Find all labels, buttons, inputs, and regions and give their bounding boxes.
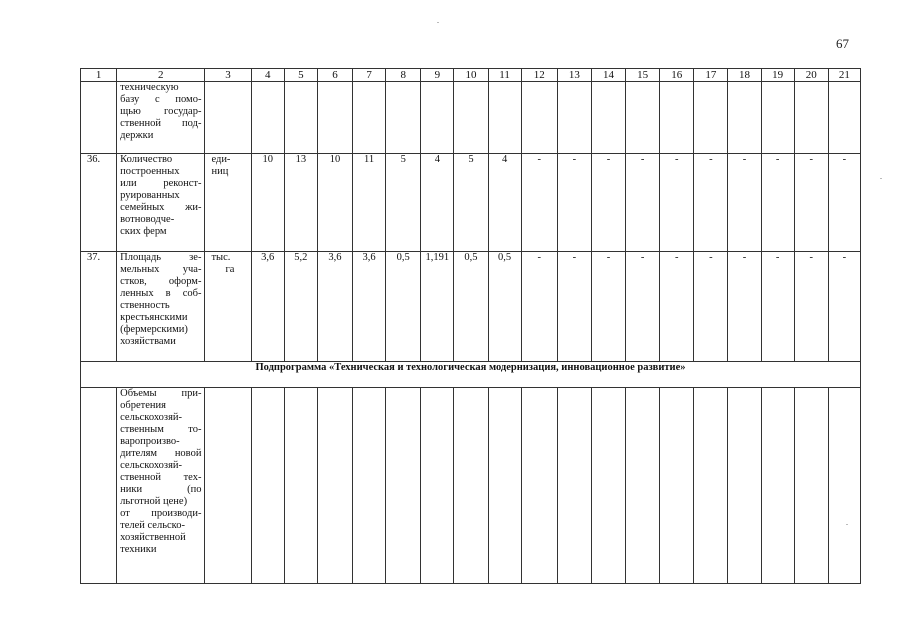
- column-header: 11: [488, 69, 521, 82]
- value-cell: 3,6: [251, 252, 284, 362]
- column-header: 21: [828, 69, 860, 82]
- value-cell: -: [626, 252, 660, 362]
- value-cell: -: [660, 154, 694, 252]
- column-header: 18: [728, 69, 761, 82]
- name-line: щью государ-: [120, 106, 202, 117]
- value-cell: -: [828, 252, 860, 362]
- column-header: 2: [117, 69, 205, 82]
- name-line: от производи-: [120, 508, 202, 519]
- column-header: 20: [794, 69, 828, 82]
- value-cell: 0,5: [488, 252, 521, 362]
- value-cell: -: [828, 154, 860, 252]
- value-cell: 0,5: [454, 252, 488, 362]
- value-cell: -: [626, 154, 660, 252]
- name-line: ственность: [120, 300, 170, 311]
- name-line: телей сельско-: [120, 520, 185, 531]
- row-number-cell: [81, 82, 117, 154]
- name-line: (фермерскими): [120, 324, 188, 335]
- value-cell: -: [694, 252, 728, 362]
- indicator-name-cell: [117, 154, 205, 252]
- column-number-row: [81, 69, 861, 82]
- page-number: 67: [836, 36, 849, 51]
- name-line: техники: [120, 544, 157, 555]
- name-line: держки: [120, 130, 154, 141]
- column-header: 6: [317, 69, 352, 82]
- value-cell: -: [794, 154, 828, 252]
- value-cell: 10: [317, 154, 352, 252]
- value-cell: -: [660, 252, 694, 362]
- name-line: ственной тех-: [120, 472, 202, 483]
- column-header: 14: [591, 69, 625, 82]
- value-cell: -: [557, 154, 591, 252]
- name-line: дителям новой: [120, 448, 202, 459]
- row-number: 36.: [81, 154, 117, 252]
- name-line: ственным то-: [120, 424, 202, 435]
- value-cell: 4: [421, 154, 454, 252]
- name-line: Количество: [120, 154, 173, 165]
- row-number-cell: [81, 388, 117, 584]
- column-header: 9: [421, 69, 454, 82]
- name-line: варопроизво-: [120, 436, 180, 447]
- name-line: ники (по: [120, 484, 202, 495]
- table-row-last: [81, 388, 861, 584]
- name-line: вотноводче-: [120, 214, 175, 225]
- name-line: мельных уча-: [120, 264, 202, 275]
- value-cell: -: [591, 154, 625, 252]
- value-cell: 10: [251, 154, 284, 252]
- column-header: 4: [251, 69, 284, 82]
- name-line: ственной под-: [120, 118, 202, 129]
- value-cell: 11: [353, 154, 386, 252]
- column-header: 3: [205, 69, 251, 82]
- name-line: хозяйственной: [120, 532, 186, 543]
- value-cell: 5: [454, 154, 488, 252]
- scan-speck: [846, 524, 848, 525]
- column-header: 10: [454, 69, 488, 82]
- value-cell: 1,191: [421, 252, 454, 362]
- row-number: 37.: [81, 252, 117, 362]
- column-header: 7: [353, 69, 386, 82]
- unit-cell: [205, 252, 251, 362]
- continuation-row: [81, 82, 861, 154]
- name-line: ских ферм: [120, 226, 167, 237]
- name-line: техническую: [120, 82, 179, 93]
- indicator-name-cell: [117, 82, 205, 154]
- scan-speck: [880, 178, 882, 179]
- indicators-table: [80, 68, 861, 584]
- section-row: [81, 362, 861, 388]
- indicator-name-cell: [117, 388, 205, 584]
- name-line: льготной цене): [120, 496, 188, 507]
- name-line: стков, оформ-: [120, 276, 202, 287]
- name-line: Объемы при-: [120, 388, 202, 399]
- column-header: 19: [761, 69, 794, 82]
- value-cell: 5,2: [284, 252, 317, 362]
- value-cell: -: [728, 154, 761, 252]
- column-header: 8: [386, 69, 421, 82]
- unit-cell: [205, 154, 251, 252]
- indicator-name-cell: [117, 252, 205, 362]
- column-header: 5: [284, 69, 317, 82]
- value-cell: -: [521, 252, 557, 362]
- name-line: сельскохозяй-: [120, 460, 183, 471]
- value-cell: 0,5: [386, 252, 421, 362]
- name-line: сельскохозяй-: [120, 412, 183, 423]
- name-line: хозяйствами: [120, 336, 176, 347]
- value-cell: -: [521, 154, 557, 252]
- value-cell: -: [728, 252, 761, 362]
- name-line: базу с помо-: [120, 94, 202, 105]
- value-cell: -: [761, 252, 794, 362]
- name-line: руированных: [120, 190, 180, 201]
- value-cell: 13: [284, 154, 317, 252]
- value-cell: 5: [386, 154, 421, 252]
- name-line: построенных: [120, 166, 180, 177]
- unit-line: ниц: [211, 166, 229, 177]
- name-line: ленных в соб-: [120, 288, 202, 299]
- column-header: 1: [81, 69, 117, 82]
- unit-line: тыс.: [211, 252, 231, 263]
- name-line: крестьянскими: [120, 312, 188, 323]
- column-header: 16: [660, 69, 694, 82]
- value-cell: -: [591, 252, 625, 362]
- scan-speck: [437, 22, 439, 23]
- unit-line: га: [225, 264, 235, 275]
- subprogram-title: Подпрограмма «Техническая и технологическая модернизация, инновационное развитие»: [81, 362, 861, 388]
- name-line: семейных жи-: [120, 202, 202, 213]
- name-line: или реконст-: [120, 178, 202, 189]
- value-cell: 3,6: [317, 252, 352, 362]
- column-header: 12: [521, 69, 557, 82]
- value-cell: -: [794, 252, 828, 362]
- value-cell: -: [694, 154, 728, 252]
- value-cell: 4: [488, 154, 521, 252]
- name-line: обретения: [120, 400, 166, 411]
- value-cell: 3,6: [353, 252, 386, 362]
- table-row-37: [81, 252, 861, 362]
- table-row-36: [81, 154, 861, 252]
- column-header: 17: [694, 69, 728, 82]
- value-cell: -: [557, 252, 591, 362]
- name-line: Площадь зе-: [120, 252, 202, 263]
- column-header: 15: [626, 69, 660, 82]
- unit-line: еди-: [211, 154, 231, 165]
- value-cell: -: [761, 154, 794, 252]
- column-header: 13: [557, 69, 591, 82]
